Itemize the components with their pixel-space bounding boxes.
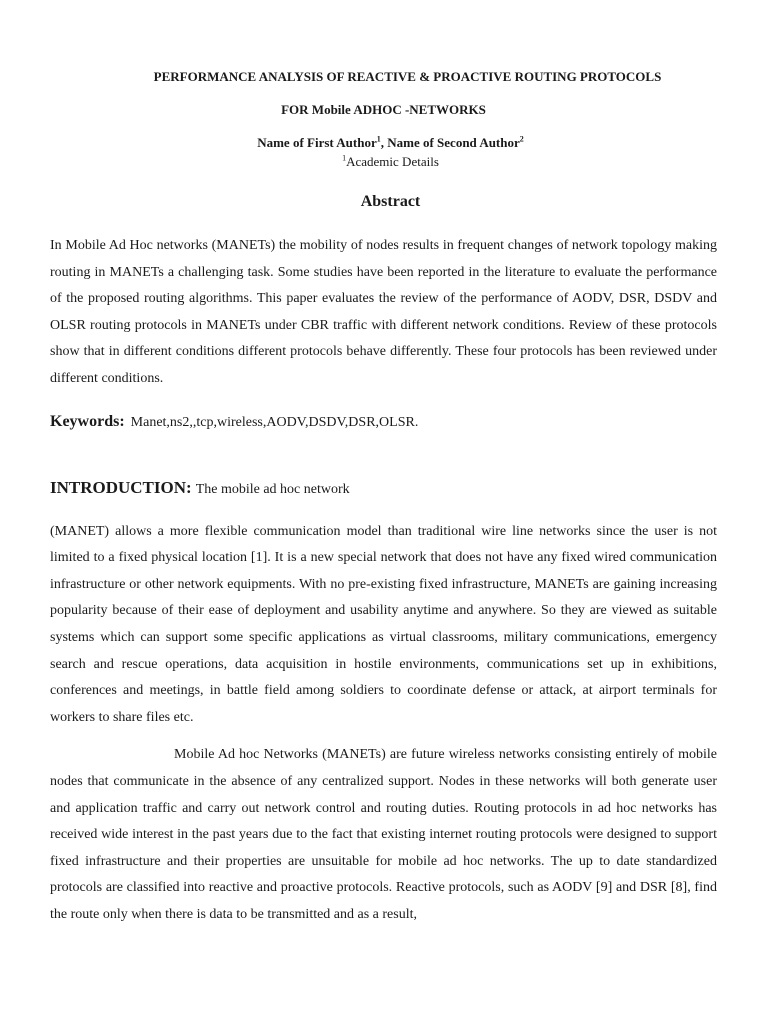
first-author-sup: 1: [376, 134, 381, 144]
introduction-heading: INTRODUCTION:: [50, 477, 192, 497]
affiliation: [50, 154, 717, 170]
introduction-lead-text: The mobile ad hoc network: [195, 481, 350, 497]
author-separator: ,: [380, 135, 388, 150]
keywords-value: Manet,ns2,,tcp,wireless,AODV,DSDV,DSR,OLSR.: [130, 414, 419, 430]
abstract-heading: Abstract: [360, 193, 421, 210]
abstract-text: In Mobile Ad Hoc networks (MANETs) the mobility of nodes results in frequent changes of network topology making routing in MANETs a challenging task. Some studies have been reported in the literature to evaluate the performance of the proposed routing algorithms. This paper evaluates the review of the performance of AODV, DSR, DSDV and OLSR routing protocols in MANETs under CBR traffic with different network conditions. Review of these protocols show that in different conditions different protocols behave differently. These four protocols has been reviewed under different conditions.: [50, 238, 717, 386]
affiliation-text: Academic Details: [346, 154, 439, 169]
second-author: Name of Second Author: [387, 135, 520, 150]
paper-title-line-1: PERFORMANCE ANALYSIS OF REACTIVE & PROACTIVE ROUTING PROTOCOLS: [153, 69, 662, 84]
affiliation-sup: 1: [342, 153, 347, 163]
keywords-line: [50, 412, 717, 433]
author-list: [50, 135, 717, 151]
introduction-paragraph-1: (MANET) allows a more flexible communication model than traditional wire line networks since the user is not limited to a fixed physical location [1]. It is a new special network that does not have any fixed wired communication infrastructure or other network equipments. With no pre-existing fixed infrastructure, MANETs are gaining increasing popularity because of their ease of deployment and usability anytime and anywhere. So they are viewed as suitable systems which can support some specific applications as virtual classrooms, military communications, emergency search and rescue operations, data acquisition in hostile environments, communications set up in exhibitions, conferences and meetings, in battle field among soldiers to coordinate defense or attack, at airport terminals for workers to share files etc.: [50, 523, 717, 725]
first-author: Name of First Author: [257, 135, 377, 150]
introduction-paragraph-2: Mobile Ad hoc Networks (MANETs) are future wireless networks consisting entirely of mobile nodes that communicate in the absence of any centralized support. Nodes in these networks will both generate user and application traffic and carry out network control and routing duties. Routing protocols in ad hoc networks has received wide interest in the past years due to the fact that existing internet routing protocols were designed to support fixed infrastructure and their properties are unsuitable for mobile ad hoc networks. The up to date standardized protocols are classified into reactive and proactive protocols. Reactive protocols, such as AODV [9] and DSR [8], find the route only when there is data to be transmitted and as a result,: [50, 747, 717, 922]
second-author-sup: 2: [519, 134, 524, 144]
paper-title-line-2: FOR Mobile ADHOC -NETWORKS: [281, 102, 486, 117]
keywords-label: Keywords:: [50, 412, 125, 430]
introduction-heading-line: [50, 478, 717, 500]
